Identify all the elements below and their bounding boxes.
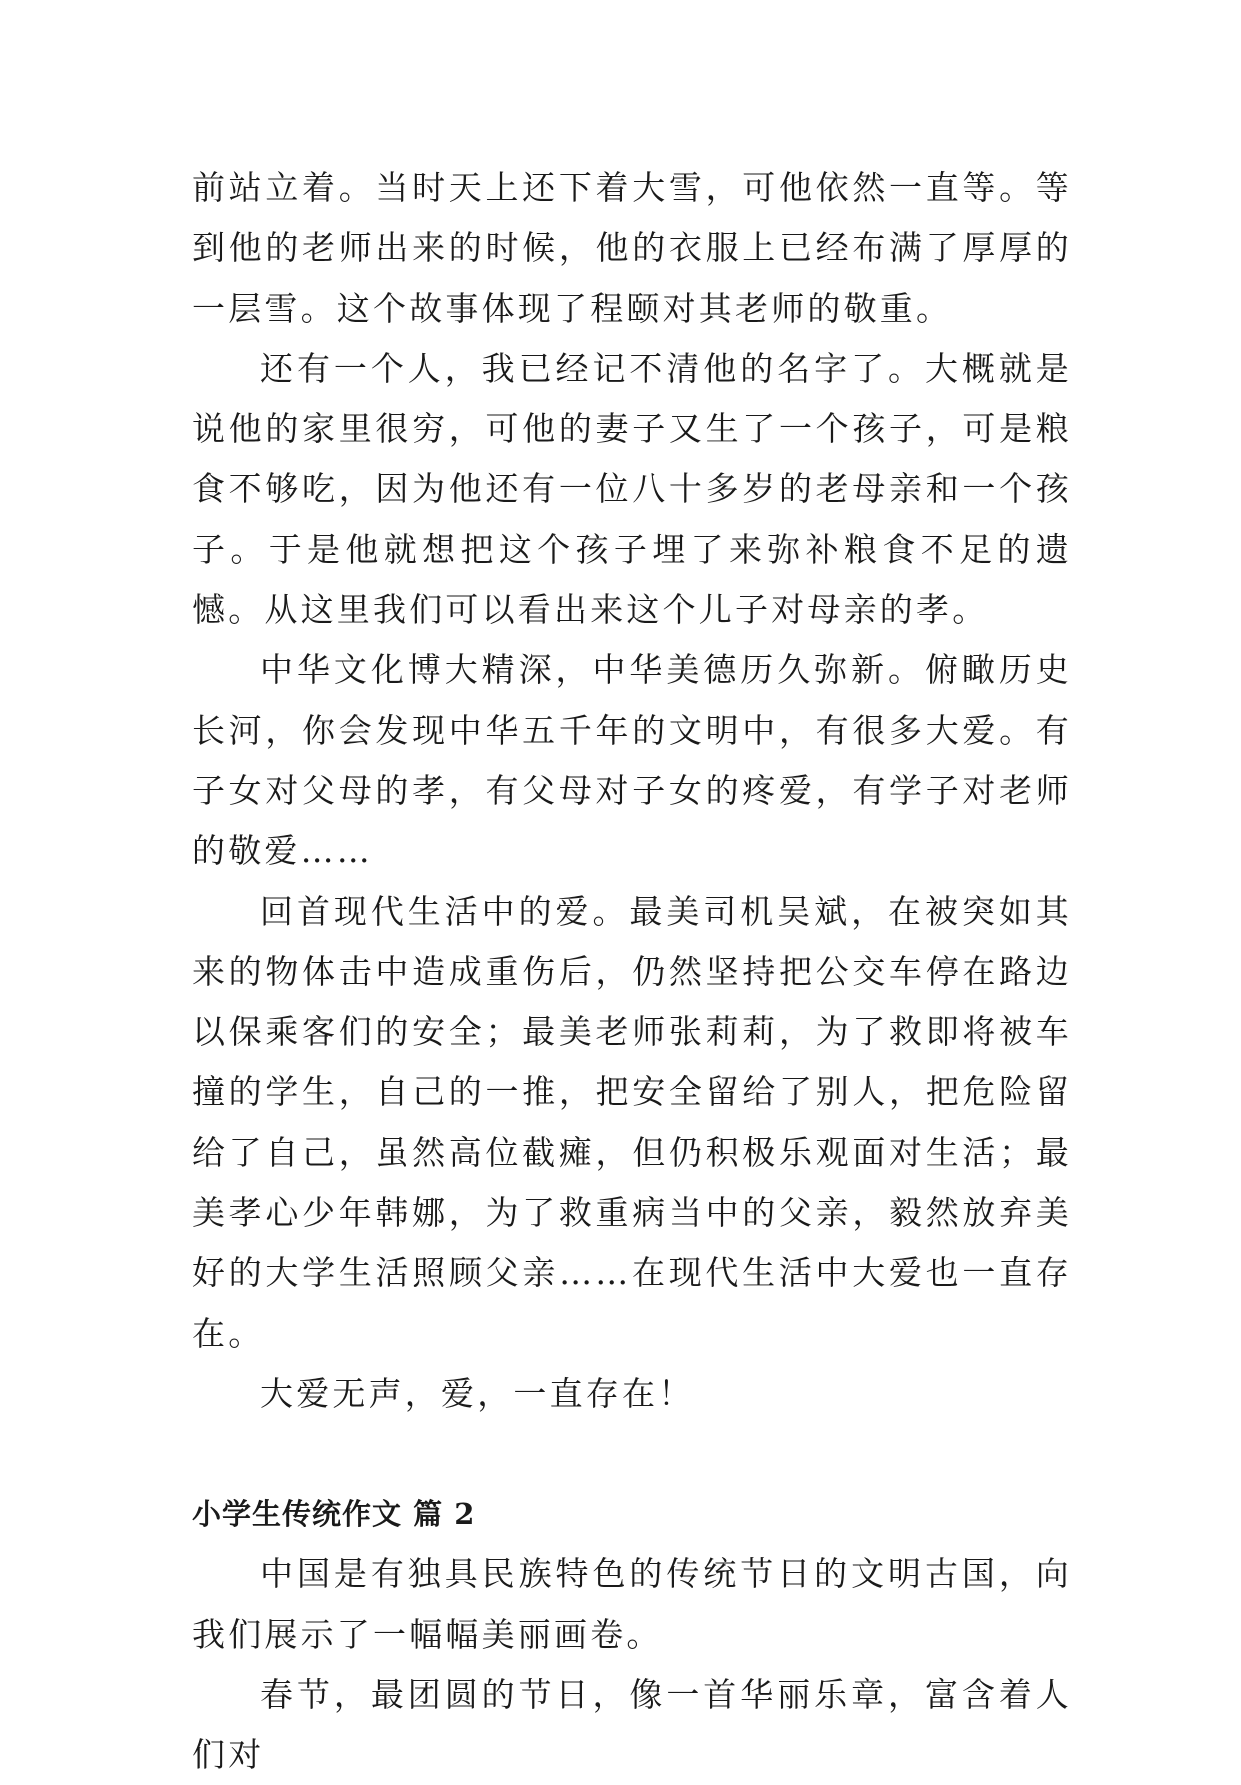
paragraph-3: 中华文化博大精深，中华美德历久弥新。俯瞰历史长河，你会发现中华五千年的文明中，有很多大爱。有子女对父母的孝，有父母对子女的疼爱，有学子对老师的敬爱……: [192, 650, 1072, 871]
paragraph-5: 大爱无声，爱，一直存在！: [260, 1373, 695, 1413]
paragraph-1: 前站立着。当时天上还下着大雪，可他依然一直等。等到他的老师出来的时候，他的衣服上已经布满了厚厚的一层雪。这个故事体现了程颐对其老师的敬重。: [192, 168, 1072, 328]
paragraph-6: 中国是有独具民族特色的传统节日的文明古国，向我们展示了一幅幅美丽画卷。: [192, 1554, 1072, 1654]
section-title: 小学生传统作文 篇 2: [192, 1497, 476, 1532]
paragraph-7: 春节，最团圆的节日，像一首华丽乐章，富含着人们对: [192, 1674, 1072, 1775]
section-spacer: [192, 1424, 1072, 1484]
paragraph-2: 还有一个人，我已经记不清他的名字了。大概就是说他的家里很穷，可他的妻子又生了一个孩子，可是粮食不够吃，因为他还有一位八十多岁的老母亲和一个孩子。于是他就想把这个孩子埋了来弥补粮食不足的遗憾。从这里我们可以看出来这个儿子对母亲的孝。: [192, 348, 1072, 630]
document-body: [192, 158, 1072, 1785]
paragraph-4: 回首现代生活中的爱。最美司机吴斌，在被突如其来的物体击中造成重伤后，仍然坚持把公交车停在路边以保乘客们的安全；最美老师张莉莉，为了救即将被车撞的学生，自己的一推，把安全留给了别人，把危险留给了自己，虽然高位截瘫，但仍积极乐观面对生活；最美孝心少年韩娜，为了救重病当中的父亲，毅然放弃美好的大学生活照顾父亲……在现代生活中大爱也一直存在。: [192, 891, 1072, 1353]
